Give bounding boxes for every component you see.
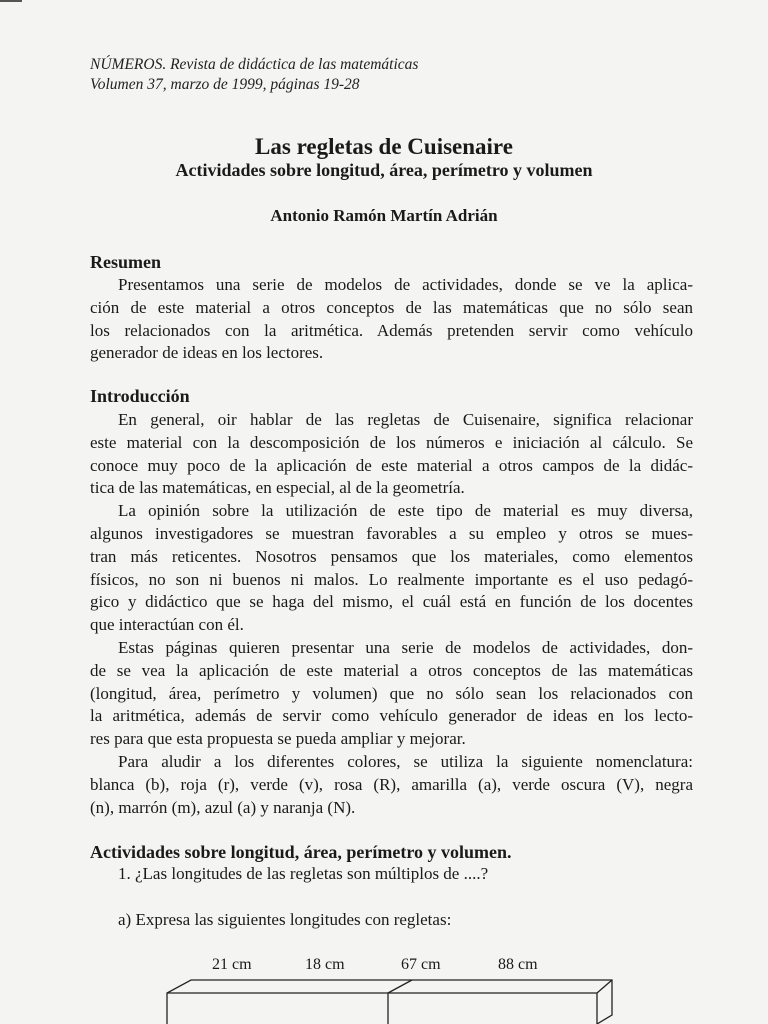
length-label: 21 cm: [212, 956, 252, 973]
question-1: 1. ¿Las longitudes de las regletas son múltiplos de ....?: [118, 864, 489, 883]
text-line: gico y didáctico que se haga del mismo, el cuál está en función de los docentes: [90, 592, 693, 612]
text-line: res para que esta propuesta se pueda ampliar y mejorar.: [90, 729, 466, 749]
actividades-heading: Actividades sobre longitud, área, perímetro y volumen.: [90, 842, 512, 862]
article-author: Antonio Ramón Martín Adrián: [270, 206, 498, 225]
text-line: En general, oir hablar de las regletas de Cuisenaire, significa relacionar: [118, 410, 693, 429]
text-line: Para aludir a los diferentes colores, se utiliza la siguiente nomenclatura:: [118, 751, 693, 771]
text-line: la aritmética, además de servir como vehículo generador de ideas en los lecto-: [90, 706, 693, 726]
text-line: los relacionados con la aritmética. Además pretenden servir como vehículo: [90, 320, 693, 340]
rod-box-illustration: [0, 975, 768, 1024]
introduccion-paragraphs: [90, 409, 693, 819]
article-title: Las regletas de Cuisenaire: [255, 134, 513, 159]
journal-name: NÚMEROS. Revista de didáctica de las matemáticas: [90, 56, 419, 73]
text-line: que interactúan con él.: [90, 615, 244, 635]
length-label: 88 cm: [498, 956, 538, 973]
text-line: conoce muy poco de la aplicación de este material a otros campos de la didác-: [90, 455, 693, 475]
journal-volume: Volumen 37, marzo de 1999, páginas 19-28: [90, 76, 360, 93]
length-label: 18 cm: [305, 956, 345, 973]
text-line: generador de ideas en los lectores.: [90, 343, 324, 363]
resumen-heading: Resumen: [90, 252, 161, 272]
text-line: Estas páginas quieren presentar una serie de modelos de actividades, don-: [118, 637, 693, 657]
question-1a: a) Expresa las siguientes longitudes con regletas:: [118, 910, 452, 929]
resumen-paragraph: [90, 274, 693, 365]
text-line: (longitud, área, perímetro y volumen) que no sólo sean los relacionados con: [90, 683, 693, 703]
text-line: tran más reticentes. Nosotros pensamos que los materiales, como elementos: [90, 546, 693, 566]
text-line: físicos, no son ni buenos ni malos. Lo realmente importante es el uso pedagó-: [90, 569, 693, 589]
length-label: 67 cm: [401, 956, 441, 973]
text-line: ción de este material a otros conceptos de las matemáticas que no sólo sean: [90, 297, 693, 317]
text-line: blanca (b), roja (r), verde (v), rosa (R), amarilla (a), verde oscura (V), negra: [90, 774, 693, 794]
journal-citation: [90, 55, 418, 95]
scan-mark: [0, 0, 22, 2]
text-line: de se vea la aplicación de este material a otros conceptos de las matemáticas: [90, 660, 693, 680]
text-line: algunos investigadores se muestran favorables a su empleo y otros se mues-: [90, 523, 693, 543]
introduccion-heading: Introducción: [90, 386, 190, 406]
text-line: Presentamos una serie de modelos de actividades, donde se ve la aplica-: [118, 275, 693, 294]
text-line: (n), marrón (m), azul (a) y naranja (N).: [90, 797, 356, 817]
article-subtitle: Actividades sobre longitud, área, perímetro y volumen: [175, 160, 593, 180]
text-line: tica de las matemáticas, en especial, al de la geometría.: [90, 478, 465, 498]
text-line: este material con la descomposición de los números e iniciación al cálculo. Se: [90, 432, 693, 452]
text-line: La opinión sobre la utilización de este tipo de material es muy diversa,: [118, 501, 693, 521]
